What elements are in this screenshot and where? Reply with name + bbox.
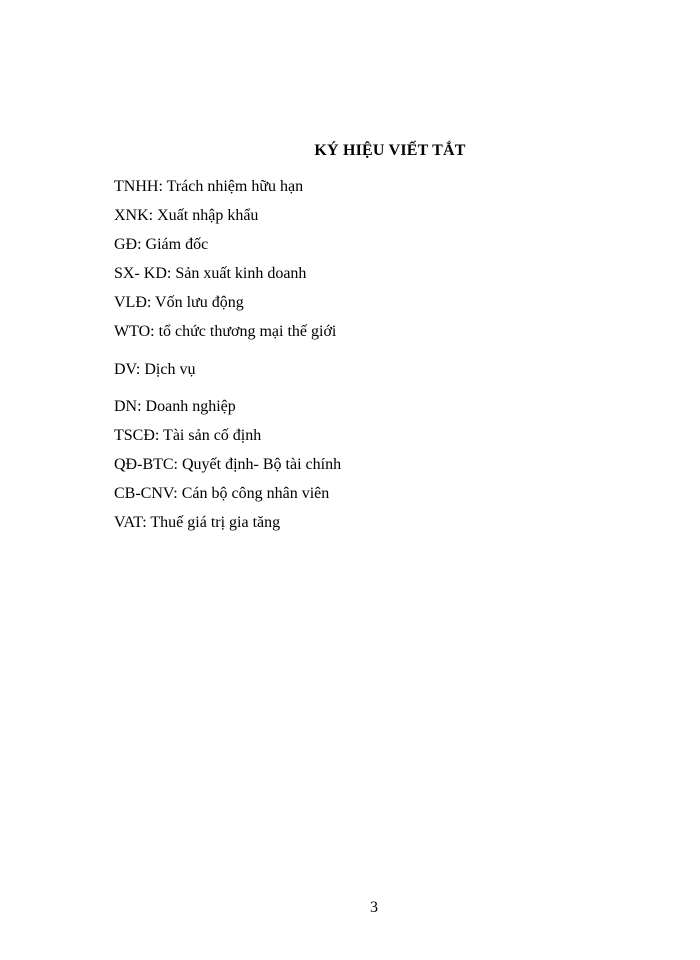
abbreviation-entry-wto: WTO: tổ chức thương mại thế giới — [114, 323, 337, 340]
abbreviation-entry-sx-kd: SX- KD: Sản xuất kinh doanh — [114, 265, 307, 282]
abbreviation-entry-vat: VAT: Thuế giá trị gia tăng — [114, 514, 281, 531]
abbreviation-entry-xnk: XNK: Xuất nhập khẩu — [114, 207, 259, 224]
page-number: 3 — [370, 899, 378, 916]
page-title: KÝ HIỆU VIẾT TẮT — [314, 142, 466, 159]
abbreviation-entry-dn: DN: Doanh nghiệp — [114, 398, 236, 415]
abbreviation-entry-tnhh: TNHH: Trách nhiệm hữu hạn — [114, 178, 304, 195]
abbreviation-entry-gd: GĐ: Giám đốc — [114, 236, 209, 253]
abbreviation-entry-qd-btc: QĐ-BTC: Quyết định- Bộ tài chính — [114, 456, 342, 473]
abbreviation-entry-cb-cnv: CB-CNV: Cán bộ công nhân viên — [114, 485, 330, 502]
abbreviation-entry-dv: DV: Dịch vụ — [114, 361, 196, 378]
abbreviation-entry-vld: VLĐ: Vốn lưu động — [114, 294, 244, 311]
abbreviation-entry-tscd: TSCĐ: Tài sản cố định — [114, 427, 262, 444]
